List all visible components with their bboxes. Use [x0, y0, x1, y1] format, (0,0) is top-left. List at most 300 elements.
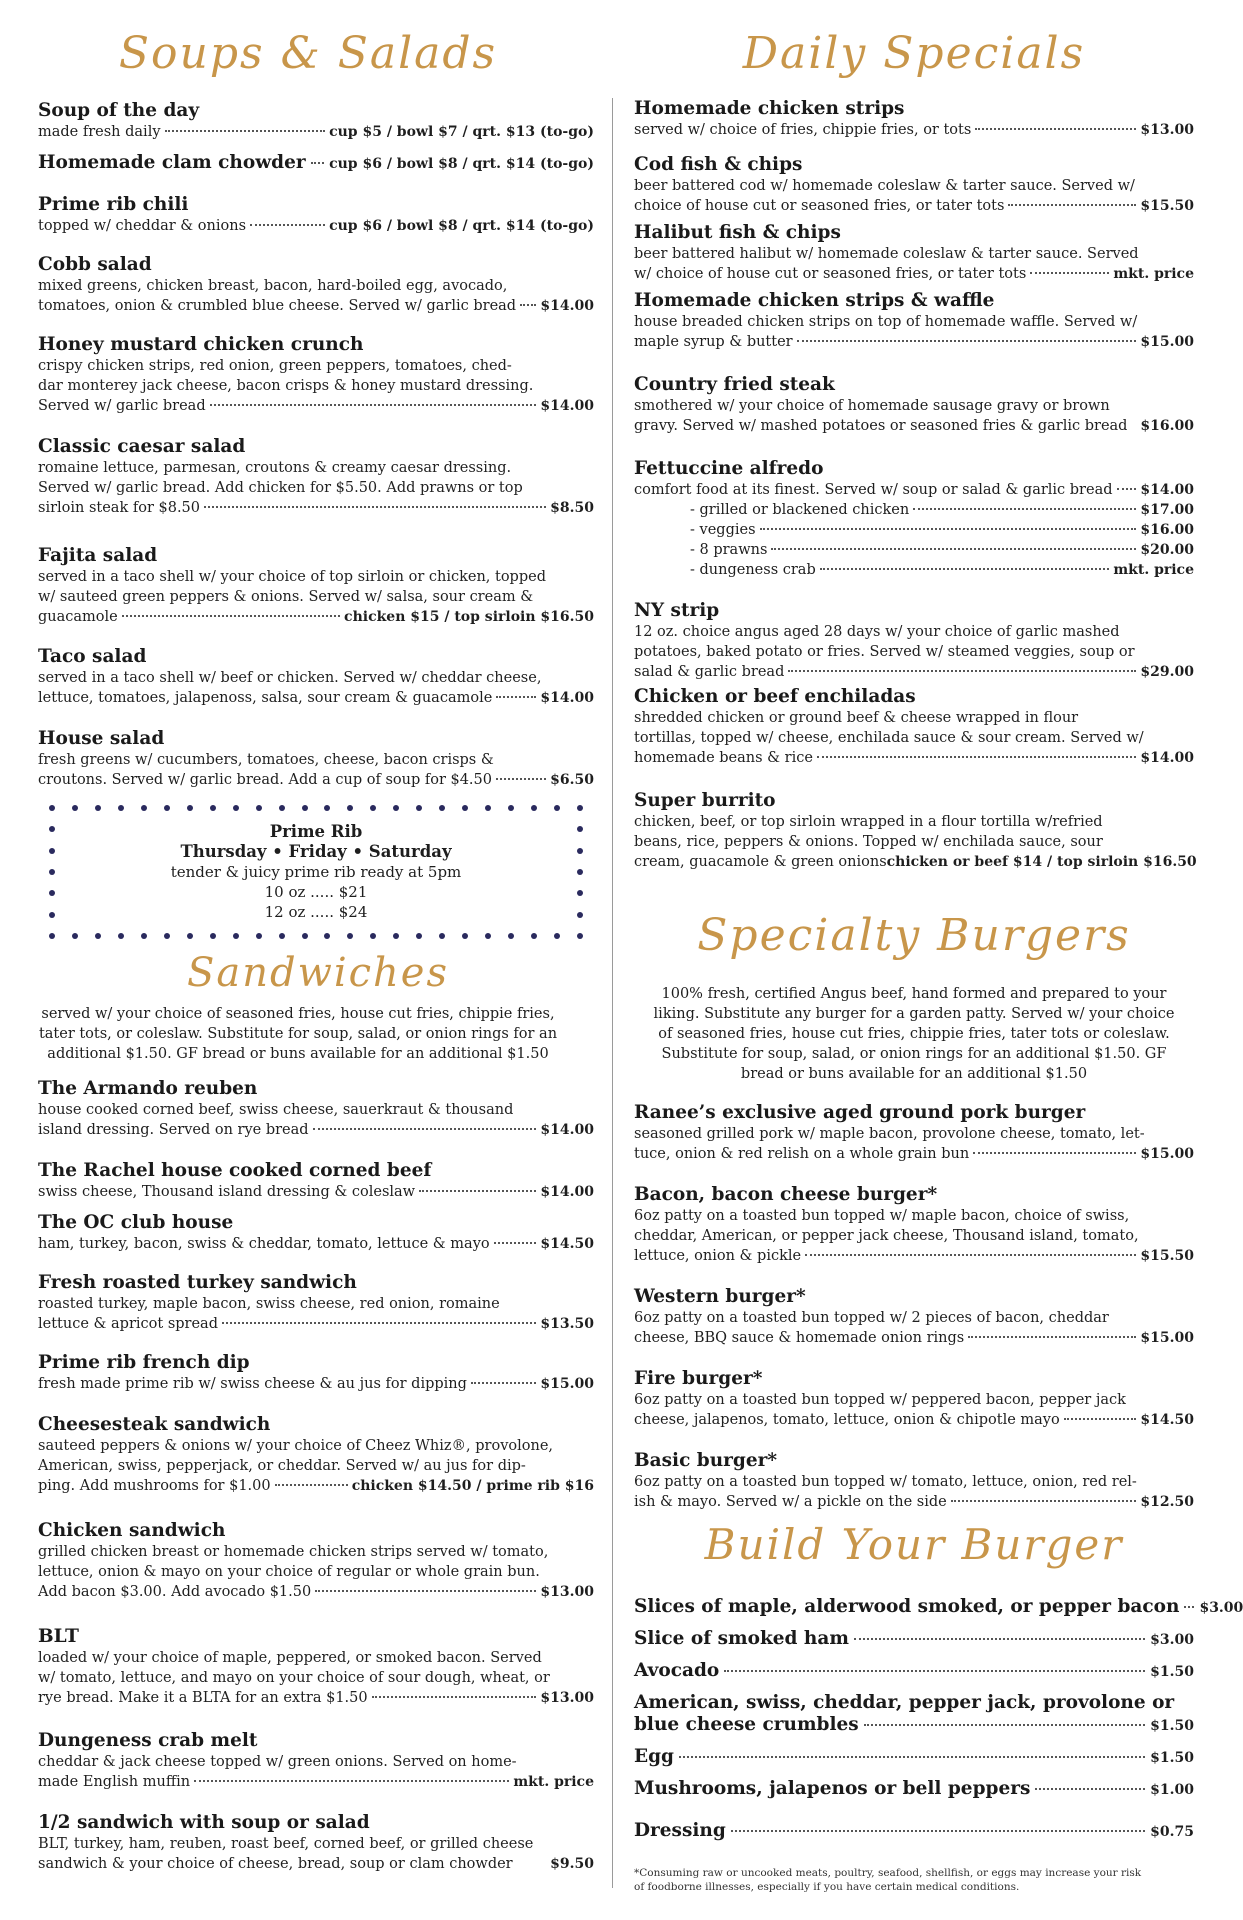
- menu-item-name: Western burger*: [634, 1286, 806, 1307]
- menu-item-name: Fettuccine alfredo: [634, 458, 824, 479]
- dot-leader: [1184, 1606, 1194, 1608]
- item-description: tuce, onion & red relish on a whole grain bun: [634, 1146, 970, 1162]
- item-description: cheese, jalapenos, tomato, lettuce, onion & chipotle mayo: [634, 1412, 1060, 1428]
- dot-leader: [313, 1128, 537, 1130]
- item-description: beans, rice, peppers & onions. Topped w/ enchilada sauce, sour: [634, 834, 1103, 850]
- item-description: sandwich & your choice of cheese, bread, soup or clam chowder: [38, 1856, 513, 1872]
- menu-item-name: Prime rib chili: [38, 194, 189, 215]
- border-dot: [370, 933, 376, 939]
- price-line: [634, 1144, 1194, 1164]
- item-description: sauteed peppers & onions w/ your choice of Cheez Whiz®, provolone,: [38, 1438, 554, 1454]
- item-description: made English muffin: [38, 1774, 191, 1790]
- item-description: American, swiss, pepperjack, or cheddar. Served w/ au jus for dip-: [38, 1458, 526, 1474]
- menu-item-name: Homemade chicken strips & waffle: [634, 290, 995, 311]
- price-line: [634, 662, 1194, 682]
- dot-leader: [520, 304, 536, 306]
- border-dot: [164, 805, 170, 811]
- border-dot: [393, 805, 399, 811]
- item-price: $16.00: [1140, 522, 1194, 538]
- item-description: lettuce, onion & pickle: [634, 1248, 802, 1264]
- border-dot: [279, 933, 285, 939]
- item-price: $14.50: [540, 1236, 594, 1252]
- border-dot: [531, 933, 537, 939]
- item-description: salad & garlic bread: [634, 664, 785, 680]
- item-description: mixed greens, chicken breast, bacon, hard-boiled egg, avocado,: [38, 278, 508, 294]
- menu-item: [38, 152, 594, 174]
- item-description: w/ sauteed green peppers & onions. Served w/ salsa, sour cream &: [38, 589, 534, 605]
- item-description: swiss cheese, Thousand island dressing & coleslaw: [38, 1184, 416, 1200]
- menu-item-name: The Rachel house cooked corned beef: [38, 1160, 432, 1181]
- border-dot: [393, 933, 399, 939]
- item-description: grilled chicken breast or homemade chicken strips served w/ tomato,: [38, 1544, 549, 1560]
- item-description: comfort food at its finest. Served w/ soup or salad & garlic bread: [634, 482, 1113, 498]
- item-description: shredded chicken or ground beef & cheese wrapped in flour: [634, 710, 1079, 726]
- border-dot: [49, 805, 55, 811]
- menu-item-name: House salad: [38, 728, 165, 749]
- menu-item-name: Slice of smoked ham: [634, 1628, 849, 1649]
- item-price: $17.00: [1140, 502, 1194, 518]
- border-dot: [72, 933, 78, 939]
- item-price: $15.50: [1140, 1248, 1194, 1264]
- menu-item: [634, 686, 1194, 768]
- dot-leader: [864, 1724, 1145, 1726]
- border-dot: [462, 933, 468, 939]
- dot-leader: [817, 756, 1136, 758]
- menu-item: [38, 100, 594, 142]
- menu-item-name: BLT: [38, 1626, 79, 1647]
- menu-item-name: Dungeness crab melt: [38, 1730, 258, 1751]
- price-line: [634, 196, 1194, 216]
- border-dot: [347, 805, 353, 811]
- border-dot: [233, 933, 239, 939]
- item-description: ham, turkey, bacon, swiss & cheddar, tomato, lettuce & mayo: [38, 1236, 490, 1252]
- item-description: Served w/ garlic bread: [38, 398, 206, 414]
- item-price: $12.50: [1140, 1494, 1194, 1510]
- item-description: cheese, BBQ sauce & homemade onion rings: [634, 1330, 965, 1346]
- menu-item-name: Mushrooms, jalapenos or bell peppers: [634, 1778, 1031, 1799]
- dot-leader: [494, 1242, 537, 1244]
- price-line: [38, 122, 594, 142]
- dot-leader: [275, 1484, 348, 1486]
- border-dot: [347, 933, 353, 939]
- item-description: 6oz patty on a toasted bun topped w/ tomato, lettuce, onion, red rel-: [634, 1474, 1137, 1490]
- item-description: tomatoes, onion & crumbled blue cheese. Served w/ garlic bread: [38, 298, 517, 314]
- dot-leader: [951, 1500, 1137, 1502]
- menu-item: [38, 1520, 594, 1602]
- item-description: 6oz patty on a toasted bun topped w/ maple bacon, choice of swiss,: [634, 1208, 1130, 1224]
- item-price: $29.00: [1140, 664, 1194, 680]
- item-description: BLT, turkey, ham, reuben, roast beef, corned beef, or grilled cheese: [38, 1836, 534, 1852]
- border-dot: [302, 805, 308, 811]
- build-burger-heading: Build Your Burger: [704, 1520, 1124, 1569]
- price-line: [38, 1182, 594, 1202]
- price-line: [38, 498, 594, 518]
- item-price: $15.00: [540, 1376, 594, 1392]
- item-price: cup $6 / bowl $8 / qrt. $14 (to-go): [329, 156, 594, 172]
- dot-leader: [913, 508, 1136, 510]
- item-description: cheddar & jack cheese topped w/ green onions. Served on home-: [38, 1754, 517, 1770]
- dot-leader: [797, 340, 1137, 342]
- price-line: [634, 560, 1194, 580]
- item-description: sirloin steak for $8.50: [38, 500, 200, 516]
- intro-line: Substitute for soup, salad, or onion rings for an additional $1.50. GF: [661, 1046, 1167, 1062]
- item-price: $14.00: [1140, 482, 1194, 498]
- item-price: $6.50: [550, 772, 594, 788]
- item-description: island dressing. Served on rye bread: [38, 1122, 309, 1138]
- item-price: $13.00: [540, 1690, 594, 1706]
- dot-leader: [1035, 1788, 1145, 1790]
- menu-item: [38, 1626, 594, 1708]
- item-description: cream, guacamole & green onions: [634, 854, 887, 870]
- item-price: $15.00: [1140, 334, 1194, 350]
- dot-leader: [968, 1336, 1136, 1338]
- item-description: guacamole: [38, 609, 118, 625]
- item-description: dar monterey jack cheese, bacon crisps & honey mustard dressing.: [38, 378, 534, 394]
- menu-item-name: Chicken or beef enchiladas: [634, 686, 916, 707]
- menu-item: [634, 222, 1194, 284]
- dot-leader: [760, 528, 1137, 530]
- border-dot: [485, 805, 491, 811]
- menu-item-row: [634, 1778, 1194, 1800]
- build-burger-item: [634, 1628, 1194, 1650]
- item-description: rye bread. Make it a BLTA for an extra $1.50: [38, 1690, 368, 1706]
- item-price: mkt. price: [513, 1774, 594, 1790]
- menu-item-row: [634, 1596, 1243, 1618]
- item-description: gravy. Served w/ mashed potatoes or seasoned fries & garlic bread: [634, 418, 1128, 434]
- item-price: $9.50: [550, 1856, 594, 1872]
- item-price: $3.00: [1199, 1600, 1243, 1616]
- border-dot: [439, 805, 445, 811]
- border-dot: [554, 933, 560, 939]
- dot-leader: [820, 568, 1110, 570]
- dot-leader: [372, 1696, 537, 1698]
- dot-leader: [250, 224, 325, 226]
- border-dot: [210, 933, 216, 939]
- item-description: - grilled or blackened chicken: [690, 502, 910, 518]
- menu-item-row: [634, 1746, 1194, 1768]
- item-description: served in a taco shell w/ your choice of top sirloin or chicken, topped: [38, 569, 546, 585]
- menu-item: [38, 1212, 594, 1254]
- menu-item: [38, 646, 594, 708]
- dot-leader: [1030, 272, 1109, 274]
- dot-leader: [771, 548, 1136, 550]
- item-price: $1.00: [1150, 1782, 1194, 1798]
- menu-item-row: [634, 1628, 1194, 1650]
- menu-item-name: Egg: [634, 1746, 674, 1767]
- prime-rib-days: Thursday • Friday • Saturday: [180, 842, 452, 861]
- prime-rib-box: [52, 808, 580, 936]
- item-description: potatoes, baked potato or fries. Served w/ steamed veggies, soup or: [634, 644, 1135, 660]
- item-description: cheddar, American, or pepper jack cheese, Thousand island, tomato,: [634, 1228, 1139, 1244]
- intro-line: of seasoned fries, house cut fries, chippie fries, tater tots or coleslaw.: [658, 1026, 1170, 1042]
- price-line: [38, 607, 594, 627]
- price-line: [38, 1582, 594, 1602]
- menu-item-name: Homemade chicken strips: [634, 98, 905, 119]
- menu-item-row: [634, 1714, 1194, 1736]
- menu-item-name: Cheesesteak sandwich: [38, 1414, 271, 1435]
- border-dot: [554, 805, 560, 811]
- menu-item-name: Fresh roasted turkey sandwich: [38, 1272, 357, 1293]
- price-line: [634, 480, 1194, 500]
- prime-rib-title: Prime Rib: [269, 822, 363, 841]
- dot-leader: [165, 130, 326, 132]
- menu-item: [38, 436, 594, 518]
- menu-item-row: [38, 152, 594, 174]
- price-line: [38, 1688, 594, 1708]
- menu-item-name: The OC club house: [38, 1212, 234, 1233]
- menu-item-name: Slices of maple, alderwood smoked, or pepper bacon: [634, 1596, 1180, 1617]
- build-burger-item: [634, 1746, 1194, 1768]
- prime-rib-note: tender & juicy prime rib ready at 5pm: [170, 863, 462, 881]
- menu-item-name: Prime rib french dip: [38, 1352, 250, 1373]
- border-dot: [256, 933, 262, 939]
- border-dot: [508, 805, 514, 811]
- menu-item-name: Ranee’s exclusive aged ground pork burger: [634, 1102, 1086, 1123]
- build-burger-item: [634, 1660, 1194, 1682]
- menu-item: [634, 458, 1194, 580]
- menu-item: [38, 254, 594, 316]
- border-dot: [462, 805, 468, 811]
- menu-item-name: Dressing: [634, 1820, 726, 1841]
- build-burger-item: [634, 1596, 1243, 1618]
- footnote-line: of foodborne illnesses, especially if you have certain medical conditions.: [634, 1881, 1020, 1893]
- menu-item: [634, 290, 1194, 352]
- sandwiches-intro: [38, 1004, 558, 1064]
- dot-leader: [788, 670, 1136, 672]
- menu-item-name: Homemade clam chowder: [38, 152, 306, 173]
- price-line: [38, 1314, 594, 1334]
- border-dot: [324, 933, 330, 939]
- dot-leader: [122, 615, 340, 617]
- menu-item-name: The Armando reuben: [38, 1078, 258, 1099]
- item-price: $3.00: [1150, 1632, 1194, 1648]
- item-description: tortillas, topped w/ cheese, enchilada sauce & sour cream. Served w/: [634, 730, 1144, 746]
- border-dot: [95, 933, 101, 939]
- price-line: [634, 1410, 1194, 1430]
- item-description: lettuce & apricot spread: [38, 1316, 218, 1332]
- item-price: $14.00: [540, 1122, 594, 1138]
- menu-item-name: Super burrito: [634, 790, 776, 811]
- item-description: beer battered cod w/ homemade coleslaw & tarter sauce. Served w/: [634, 178, 1135, 194]
- price-line: [38, 770, 594, 790]
- border-dot: [416, 805, 422, 811]
- item-description: served w/ choice of fries, chippie fries, or tots: [634, 122, 972, 138]
- dot-leader: [679, 1756, 1145, 1758]
- price-line: [634, 416, 1194, 436]
- item-description: - 8 prawns: [690, 542, 768, 558]
- prime-rib-option: 12 oz ..... $24: [264, 903, 368, 921]
- menu-item-name: Avocado: [634, 1660, 720, 1681]
- menu-item-name: Cobb salad: [38, 254, 152, 275]
- menu-item-name: Bacon, bacon cheese burger*: [634, 1184, 938, 1205]
- footnote-line: *Consuming raw or uncooked meats, poultry, seafood, shellfish, or eggs may increase your risk: [634, 1867, 1142, 1879]
- price-line: [634, 120, 1194, 140]
- dot-leader: [854, 1638, 1145, 1640]
- item-description: topped w/ cheddar & onions: [38, 218, 247, 234]
- item-description: 6oz patty on a toasted bun topped w/ peppered bacon, pepper jack: [634, 1392, 1126, 1408]
- price-line: [634, 852, 1197, 872]
- item-price: $1.50: [1150, 1664, 1194, 1680]
- menu-item-name: Taco salad: [38, 646, 147, 667]
- border-dot: [233, 805, 239, 811]
- item-description: served in a taco shell w/ beef or chicken. Served w/ cheddar cheese,: [38, 670, 542, 686]
- border-dot: [531, 805, 537, 811]
- border-dot: [370, 805, 376, 811]
- dot-leader: [731, 1830, 1145, 1832]
- item-price: $16.00: [1140, 418, 1194, 434]
- item-description: 12 oz. choice angus aged 28 days w/ your choice of garlic mashed: [634, 624, 1120, 640]
- dot-leader: [1008, 204, 1136, 206]
- border-dot: [187, 933, 193, 939]
- build-burger-item: [634, 1692, 1194, 1736]
- item-description: w/ choice of house cut or seasoned fries, or tater tots: [634, 266, 1027, 282]
- item-description: chicken, beef, or top sirloin wrapped in a flour tortilla w/refried: [634, 814, 1103, 830]
- item-description: made fresh daily: [38, 124, 161, 140]
- price-line: [38, 688, 594, 708]
- intro-line: bread or buns available for an additional $1.50: [740, 1066, 1088, 1082]
- dot-leader: [222, 1322, 536, 1324]
- item-description: loaded w/ your choice of maple, peppered, or smoked bacon. Served: [38, 1650, 542, 1666]
- menu-item-name: Halibut fish & chips: [634, 222, 841, 243]
- item-description: w/ tomato, lettuce, and mayo on your choice of sour dough, wheat, or: [38, 1670, 550, 1686]
- menu-item: [634, 1450, 1194, 1512]
- price-line: [38, 1854, 594, 1874]
- item-description: Served w/ garlic bread. Add chicken for $5.50. Add prawns or top: [38, 480, 523, 496]
- menu-item: [38, 1812, 594, 1874]
- border-dot: [508, 933, 514, 939]
- dot-leader: [724, 1670, 1145, 1672]
- menu-item: [634, 1184, 1194, 1266]
- menu-item-name: Chicken sandwich: [38, 1520, 226, 1541]
- intro-line: liking. Substitute any burger for a garden patty. Served w/ your choice: [653, 1006, 1175, 1022]
- dot-leader: [496, 696, 536, 698]
- sandwiches-heading: Sandwiches: [186, 950, 449, 996]
- intro-line: tater tots, or coleslaw. Substitute for soup, salad, or onion rings for an: [38, 1026, 558, 1042]
- intro-line: served w/ your choice of seasoned fries, house cut fries, chippie fries,: [41, 1006, 555, 1022]
- prime-rib-option: 10 oz ..... $21: [264, 883, 368, 901]
- price-line: [634, 500, 1194, 520]
- border-dot: [439, 933, 445, 939]
- menu-item-name: Country fried steak: [634, 374, 835, 395]
- dot-leader: [1064, 1418, 1137, 1420]
- border-dot: [49, 933, 55, 939]
- border-dot: [118, 805, 124, 811]
- item-description: fresh made prime rib w/ swiss cheese & au jus for dipping: [38, 1376, 467, 1392]
- menu-item: [38, 728, 594, 790]
- item-description: romaine lettuce, parmesan, croutons & creamy caesar dressing.: [38, 460, 512, 476]
- specialty-burgers-intro: [634, 984, 1194, 1084]
- menu-item: [634, 1286, 1194, 1348]
- item-price: $14.50: [1140, 1412, 1194, 1428]
- price-line: [634, 520, 1194, 540]
- item-price: $14.00: [540, 398, 594, 414]
- dot-leader: [1117, 488, 1137, 490]
- intro-line: additional $1.50. GF bread or buns available for an additional $1.50: [47, 1046, 549, 1062]
- item-description: choice of house cut or seasoned fries, or tater tots: [634, 198, 1005, 214]
- border-dot: [72, 805, 78, 811]
- border-dot: [324, 805, 330, 811]
- item-description: - veggies: [690, 522, 756, 538]
- item-price: $13.00: [1140, 122, 1194, 138]
- item-description: croutons. Served w/ garlic bread. Add a cup of soup for $4.50: [38, 772, 492, 788]
- border-dot: [118, 933, 124, 939]
- dot-leader: [975, 128, 1136, 130]
- specialty-burgers-heading: Specialty Burgers: [697, 910, 1131, 961]
- price-line: [634, 1492, 1194, 1512]
- border-dot: [279, 805, 285, 811]
- menu-item: [38, 334, 594, 416]
- item-price: $13.50: [540, 1316, 594, 1332]
- soups-salads-heading: Soups & Salads: [118, 28, 498, 79]
- item-price: $8.50: [550, 500, 594, 516]
- item-price: mkt. price: [1113, 266, 1194, 282]
- dot-leader: [210, 404, 537, 406]
- menu-item-name: blue cheese crumbles: [634, 1714, 859, 1735]
- price-line: [38, 296, 594, 316]
- item-price: $14.00: [540, 1184, 594, 1200]
- dot-leader: [471, 1382, 537, 1384]
- item-price: $1.50: [1150, 1750, 1194, 1766]
- item-price: $15.00: [1140, 1330, 1194, 1346]
- menu-item: [634, 600, 1194, 682]
- item-description: homemade beans & rice: [634, 750, 813, 766]
- item-price: chicken $15 / top sirloin $16.50: [344, 609, 594, 625]
- menu-item-name: 1/2 sandwich with soup or salad: [38, 1812, 370, 1833]
- item-description: roasted turkey, maple bacon, swiss cheese, red onion, romaine: [38, 1296, 500, 1312]
- price-line: [634, 264, 1194, 284]
- border-dot: [187, 805, 193, 811]
- border-dot: [141, 805, 147, 811]
- item-price: chicken $14.50 / prime rib $16: [351, 1478, 594, 1494]
- menu-item: [38, 1730, 594, 1792]
- item-description: ish & mayo. Served w/ a pickle on the side: [634, 1494, 947, 1510]
- border-dot: [164, 933, 170, 939]
- item-price: mkt. price: [1113, 562, 1194, 578]
- menu-item: [634, 98, 1194, 140]
- item-description: fresh greens w/ cucumbers, tomatoes, cheese, bacon crisps &: [38, 752, 494, 768]
- build-burger-item: [634, 1820, 1194, 1842]
- item-description: - dungeness crab: [690, 562, 816, 578]
- price-line: [38, 216, 594, 236]
- menu-item-name: Classic caesar salad: [38, 436, 246, 457]
- menu-item-row: [634, 1660, 1194, 1682]
- menu-item: [38, 1414, 594, 1496]
- item-price: $0.75: [1150, 1824, 1194, 1840]
- item-price: $14.00: [540, 298, 594, 314]
- daily-specials-heading: Daily Specials: [742, 28, 1086, 79]
- price-line: [38, 1234, 594, 1254]
- price-line: [634, 1328, 1194, 1348]
- item-price: $20.00: [1140, 542, 1194, 558]
- menu-item: [38, 194, 594, 236]
- menu-item-name: Honey mustard chicken crunch: [38, 334, 364, 355]
- price-line: [38, 396, 594, 416]
- price-line: [38, 1476, 594, 1496]
- menu-item-name: NY strip: [634, 600, 720, 621]
- border-dot: [302, 933, 308, 939]
- item-price: cup $5 / bowl $7 / qrt. $13 (to-go): [329, 124, 594, 140]
- item-description: lettuce, onion & mayo on your choice of regular or whole grain bun.: [38, 1564, 540, 1580]
- item-price: $15.00: [1140, 1146, 1194, 1162]
- menu-item: [38, 545, 594, 627]
- border-dot: [577, 933, 583, 939]
- dot-leader: [194, 1780, 509, 1782]
- item-description: seasoned grilled pork w/ maple bacon, provolone cheese, tomato, let-: [634, 1126, 1145, 1142]
- item-description: crispy chicken strips, red onion, green peppers, tomatoes, ched-: [38, 358, 512, 374]
- dot-leader: [973, 1152, 1136, 1154]
- border-dot: [95, 805, 101, 811]
- item-description: beer battered halibut w/ homemade coleslaw & tarter sauce. Served: [634, 246, 1139, 262]
